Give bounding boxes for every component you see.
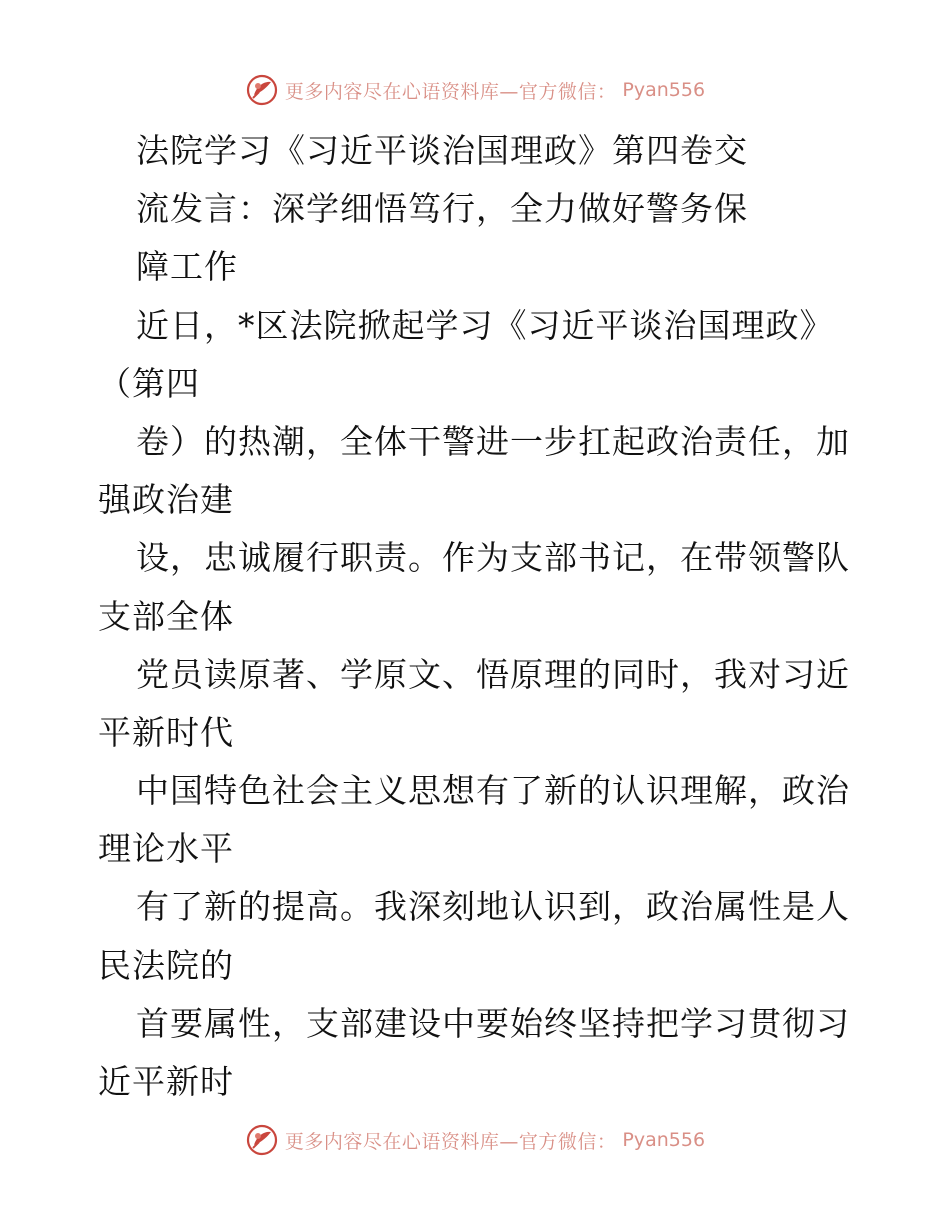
flower-pen-logo-icon [245, 1123, 279, 1157]
text-line: 近日，*区法院掀起学习《习近平谈治国理政》 [136, 305, 834, 345]
text-line: 近平新时 [98, 1062, 234, 1101]
text-line: 障工作 [136, 247, 238, 287]
text-line: 平新时代 [98, 712, 234, 752]
text-line: 党员读原著、学原文、悟原理的同时，我对习近 [136, 654, 850, 694]
text-line: 首要属性，支部建设中要始终坚持把学习贯彻习 [136, 1003, 850, 1043]
text-line: 法院学习《习近平谈治国理政》第四卷交 [136, 131, 748, 170]
watermark-text: 更多内容尽在心语资料库—官方微信： [284, 1130, 617, 1153]
text-line: 有了新的提高。我深刻地认识到，政治属性是人 [136, 887, 850, 927]
text-line: （第四 [98, 363, 200, 403]
text-line: 理论水平 [98, 829, 234, 869]
watermark-wechat-id: Pyan556 [622, 79, 706, 101]
document-body [98, 122, 858, 1111]
watermark-wechat-id: Pyan556 [622, 1129, 706, 1151]
text-line: 流发言：深学细悟笃行，全力做好警务保 [136, 189, 748, 229]
footer-watermark [0, 1120, 950, 1160]
watermark-text: 更多内容尽在心语资料库—官方微信： [284, 80, 617, 103]
header-watermark [0, 70, 950, 110]
text-line: 民法院的 [98, 945, 234, 985]
text-line: 强政治建 [98, 480, 234, 520]
text-line: 支部全体 [98, 596, 234, 636]
text-line: 卷）的热潮，全体干警进一步扛起政治责任，加 [136, 421, 850, 461]
flower-pen-logo-icon [245, 73, 279, 107]
text-line: 中国特色社会主义思想有了新的认识理解，政治 [136, 771, 850, 811]
text-line: 设，忠诚履行职责。作为支部书记，在带领警队 [136, 538, 850, 578]
